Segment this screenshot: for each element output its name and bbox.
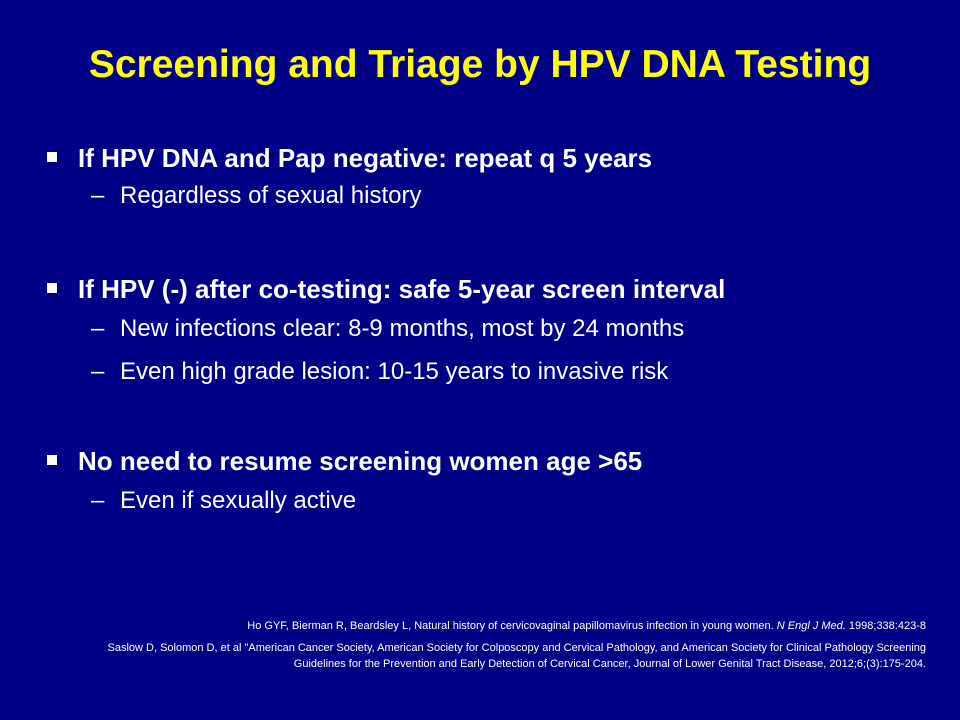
square-bullet-icon: [47, 455, 57, 465]
dash-marker: –: [91, 315, 105, 342]
square-bullet-icon: [47, 283, 57, 293]
sub-bullet-text: Regardless of sexual history: [120, 182, 422, 209]
reference-item: [86, 618, 926, 634]
sub-bullet-item: [91, 356, 668, 388]
references: [86, 618, 926, 672]
slide-title: Screening and Triage by HPV DNA Testing: [88, 43, 872, 86]
sub-bullet-item: [91, 180, 421, 212]
sub-bullet-item: [91, 485, 356, 517]
sub-bullet-text: Even high grade lesion: 10-15 years to invasive risk: [120, 358, 669, 385]
sub-bullet-item: [91, 313, 684, 345]
bullet-text: If HPV (-) after co-testing: safe 5-year screen interval: [78, 274, 726, 304]
dash-marker: –: [91, 182, 105, 209]
reference-text: Ho GYF, Bierman R, Beardsley L, Natural history of cervicovaginal papillomavirus infection in young women.: [247, 620, 777, 632]
sub-bullet-text: New infections clear: 8-9 months, most by 24 months: [120, 315, 685, 342]
reference-journal: N Engl J Med.: [776, 620, 846, 632]
bullet-text: If HPV DNA and Pap negative: repeat q 5 years: [78, 143, 653, 173]
dash-marker: –: [91, 358, 105, 385]
reference-item: [86, 640, 926, 672]
dash-marker: –: [91, 487, 105, 514]
reference-text: Saslow D, Solomon D, et al "American Cancer Society, American Society for Colposcopy and Cervical Pathology, and American Society for Clinical Pathology Screening Guidelines for the Prevention and Early Detection of Cervical Cancer, Journal of Lower Genital Tract Disease, 2012;6;(3):175-204.: [107, 642, 926, 670]
square-bullet-icon: [47, 152, 57, 162]
sub-bullet-text: Even if sexually active: [120, 487, 357, 514]
reference-citation: 1998;338:423-8: [845, 620, 926, 632]
bullet-text: No need to resume screening women age >65: [78, 446, 643, 476]
